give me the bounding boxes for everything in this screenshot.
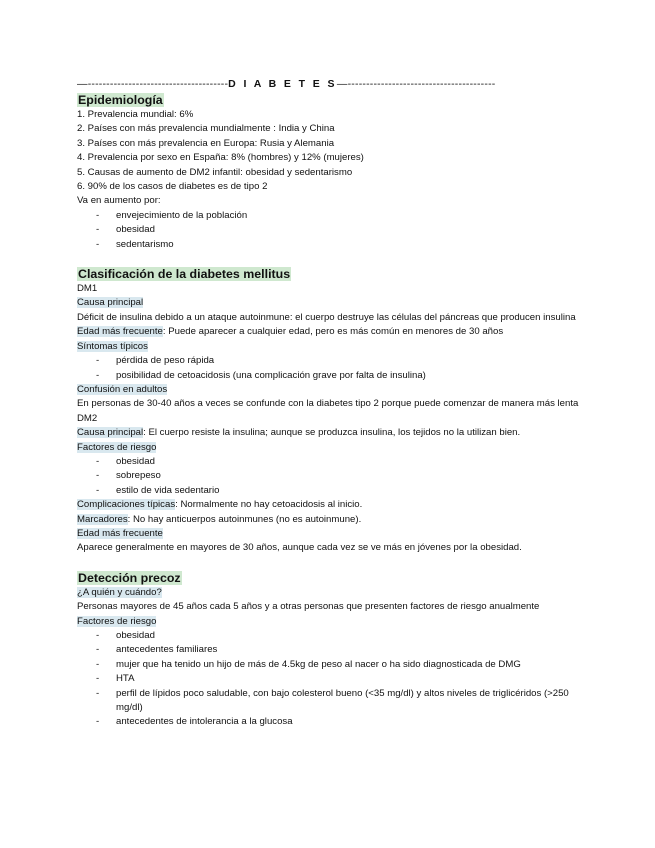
dm2-edad-text: Aparece generalmente en mayores de 30 años, aunque cada vez se ve más en jóvenes por la obesidad.: [77, 542, 522, 554]
list-item: - pérdida de peso rápida: [77, 354, 582, 368]
section-heading-deteccion: Detección precoz: [78, 570, 181, 585]
list-item: - HTA: [77, 672, 582, 686]
list-item: - mujer que ha tenido un hijo de más de 4.5kg de peso al nacer o ha sido diagnosticada de DMG: [77, 658, 582, 672]
spacer: [77, 252, 582, 266]
list-item: - obesidad: [77, 455, 582, 469]
epi-item: 6. 90% de los casos de diabetes es de tipo 2: [77, 181, 268, 193]
dm1-causa-text: Déficit de insulina debido a un ataque autoinmune: el cuerpo destruye las células del páncreas que producen insulina: [77, 311, 576, 323]
deteccion-quien-text: Personas mayores de 45 años cada 5 años y a otras personas que presenten factores de riesgo anualmente: [77, 601, 540, 613]
aumento-list: [77, 209, 582, 252]
dm1-causa-label: Causa principal: [77, 297, 144, 309]
aumento-label: Va en aumento por:: [77, 195, 161, 207]
list-item: - obesidad: [77, 629, 582, 643]
dm1-confusion-text: En personas de 30-40 años a veces se confunde con la diabetes tipo 2 porque puede comenzar de manera más lenta: [77, 398, 579, 410]
dm1-sintomas-label: Síntomas típicos: [77, 340, 148, 352]
dm2-causa-text: : El cuerpo resiste la insulina; aunque se produzca insulina, los tejidos no la utilizan bien.: [143, 427, 521, 439]
dm1-edad-text: : Puede aparecer a cualquier edad, pero es más común en menores de 30 años: [162, 326, 504, 338]
list-item: - estilo de vida sedentario: [77, 484, 582, 498]
list-item: - antecedentes de intolerancia a la glucosa: [77, 715, 582, 729]
title-rule-right: —----------------------------------------: [336, 78, 496, 90]
dm1-confusion-label: Confusión en adultos: [77, 383, 168, 395]
epi-item: 5. Causas de aumento de DM2 infantil: obesidad y sedentarismo: [77, 166, 353, 178]
dm2-factores-label: Factores de riesgo: [77, 441, 157, 453]
list-item: - antecedentes familiares: [77, 643, 582, 657]
section-heading-clasificacion: Clasificación de la diabetes mellitus: [78, 267, 291, 282]
dm1-label: DM1: [77, 283, 98, 295]
dm2-causa-label: Causa principal: [77, 427, 144, 439]
epi-item: 1. Prevalencia mundial: 6%: [77, 109, 194, 120]
list-item: - sobrepeso: [77, 469, 582, 483]
list-item: - perfil de lípidos poco saludable, con bajo colesterol bueno (<35 mg/dl) y altos niveles de triglicéridos (>250 mg/dl): [77, 687, 582, 716]
spacer: [77, 556, 582, 570]
dm2-factores-list: [77, 455, 582, 498]
dm2-label: DM2: [77, 412, 98, 424]
section-heading-epidemiologia: Epidemiología: [78, 93, 163, 107]
document-title: [77, 76, 582, 92]
list-item: - posibilidad de cetoacidosis (una complicación grave por falta de insulina): [77, 369, 582, 383]
deteccion-factores-list: [77, 629, 582, 730]
title-rule-left: —--------------------------------------: [77, 78, 229, 90]
document-content: [77, 76, 582, 730]
dm2-complicaciones-text: : Normalmente no hay cetoacidosis al inicio.: [175, 499, 363, 511]
epi-item: 3. Países con más prevalencia en Europa: Rusia y Alemania: [77, 137, 335, 149]
epidemiologia-list: [77, 108, 582, 194]
list-item: - obesidad: [77, 223, 582, 237]
dm2-marcadores-text: : No hay anticuerpos autoinmunes (no es autoinmune).: [127, 513, 362, 525]
deteccion-factores-label: Factores de riesgo: [77, 615, 157, 627]
dm1-edad-label: Edad más frecuente: [77, 326, 163, 338]
title-word: D I A B E T E S: [228, 78, 337, 90]
epi-item: 2. Países con más prevalencia mundialmente : India y China: [77, 123, 335, 135]
list-item: - sedentarismo: [77, 238, 582, 252]
dm1-sintomas-list: [77, 354, 582, 383]
dm2-marcadores-label: Marcadores: [77, 513, 128, 525]
list-item: - envejecimiento de la población: [77, 209, 582, 223]
epi-item: 4. Prevalencia por sexo en España: 8% (hombres) y 12% (mujeres): [77, 152, 364, 164]
dm2-edad-label: Edad más frecuente: [77, 527, 163, 539]
dm2-complicaciones-label: Complicaciones típicas: [77, 499, 176, 511]
deteccion-quien-label: ¿A quién y cuándo?: [77, 586, 162, 598]
